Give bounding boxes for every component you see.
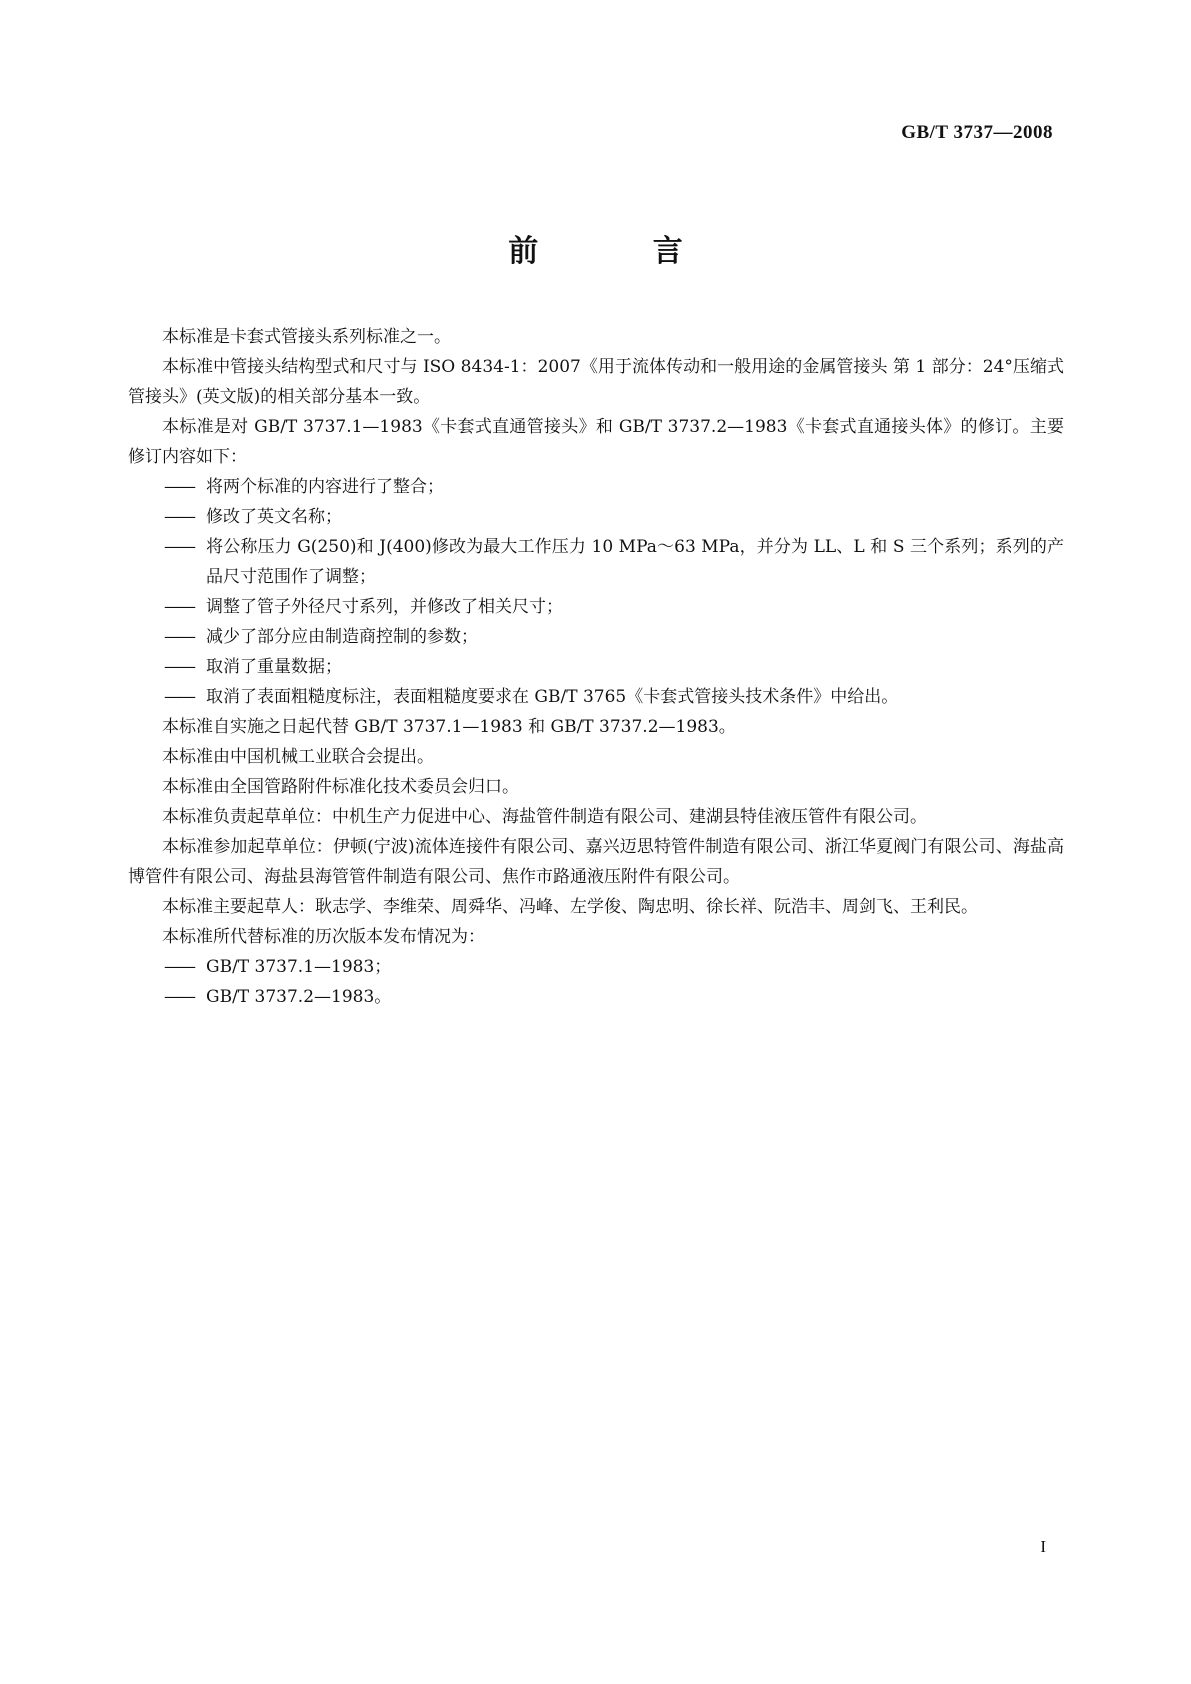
dash-marker: —— (164, 597, 194, 617)
list-item (128, 592, 1064, 622)
paragraph: 本标准是对 GB/T 3737.1—1983《卡套式直通管接头》和 GB/T 3737.2—1983《卡套式直通接头体》的修订。主要修订内容如下： (128, 417, 1064, 467)
paragraph: 本标准中管接头结构型式和尺寸与 ISO 8434-1：2007《用于流体传动和一般用途的金属管接头 第 1 部分：24°压缩式管接头》(英文版)的相关部分基本一致。 (128, 357, 1064, 407)
list-item-text: 修改了英文名称； (206, 507, 342, 527)
paragraph: 本标准负责起草单位：中机生产力促进中心、海盐管件制造有限公司、建湖县特佳液压管件有限公司。 (162, 807, 927, 827)
page-number: I (1040, 1537, 1046, 1556)
dash-marker: —— (164, 987, 194, 1007)
list-item (128, 532, 1064, 592)
paragraph: 本标准由全国管路附件标准化技术委员会归口。 (162, 777, 519, 797)
dash-marker: —— (164, 537, 194, 557)
list-item (128, 652, 1064, 682)
dash-marker: —— (164, 507, 194, 527)
paragraph: 本标准自实施之日起代替 GB/T 3737.1—1983 和 GB/T 3737.2—1983。 (162, 717, 736, 737)
paragraph: 本标准参加起草单位：伊顿(宁波)流体连接件有限公司、嘉兴迈思特管件制造有限公司、浙江华夏阀门有限公司、海盐高博管件有限公司、海盐县海管管件制造有限公司、焦作市路通液压附件有限公司。 (128, 837, 1064, 887)
paragraph: 本标准所代替标准的历次版本发布情况为： (162, 927, 485, 947)
history-item-text: GB/T 3737.2—1983。 (206, 987, 392, 1007)
history-item-text: GB/T 3737.1—1983； (206, 957, 392, 977)
history-item (128, 952, 1064, 982)
standard-code: GB/T 3737—2008 (901, 122, 1053, 143)
paragraph: 本标准主要起草人：耿志学、李维荣、周舜华、冯峰、左学俊、陶忠明、徐长祥、阮浩丰、周剑飞、王利民。 (162, 897, 978, 917)
page-title: 前 言 (508, 234, 735, 269)
list-item (128, 682, 1064, 712)
list-item-text: 将两个标准的内容进行了整合； (206, 477, 444, 497)
foreword-body (128, 322, 1064, 1012)
history-item (128, 982, 1064, 1012)
list-item-text: 减少了部分应由制造商控制的参数； (206, 627, 478, 647)
dash-marker: —— (164, 477, 194, 497)
list-item-text: 取消了重量数据； (206, 657, 342, 677)
list-item (128, 502, 1064, 532)
list-item-text: 取消了表面粗糙度标注，表面粗糙度要求在 GB/T 3765《卡套式管接头技术条件》中给出。 (206, 687, 899, 707)
list-item (128, 472, 1064, 502)
dash-marker: —— (164, 687, 194, 707)
dash-marker: —— (164, 957, 194, 977)
list-item-text: 调整了管子外径尺寸系列，并修改了相关尺寸； (206, 597, 563, 617)
list-item-text: 将公称压力 G(250)和 J(400)修改为最大工作压力 10 MPa～63 MPa，并分为 LL、L 和 S 三个系列；系列的产品尺寸范围作了调整； (206, 537, 1064, 587)
paragraph: 本标准由中国机械工业联合会提出。 (162, 747, 434, 767)
list-item (128, 622, 1064, 652)
dash-marker: —— (164, 657, 194, 677)
dash-marker: —— (164, 627, 194, 647)
paragraph: 本标准是卡套式管接头系列标准之一。 (162, 327, 451, 347)
